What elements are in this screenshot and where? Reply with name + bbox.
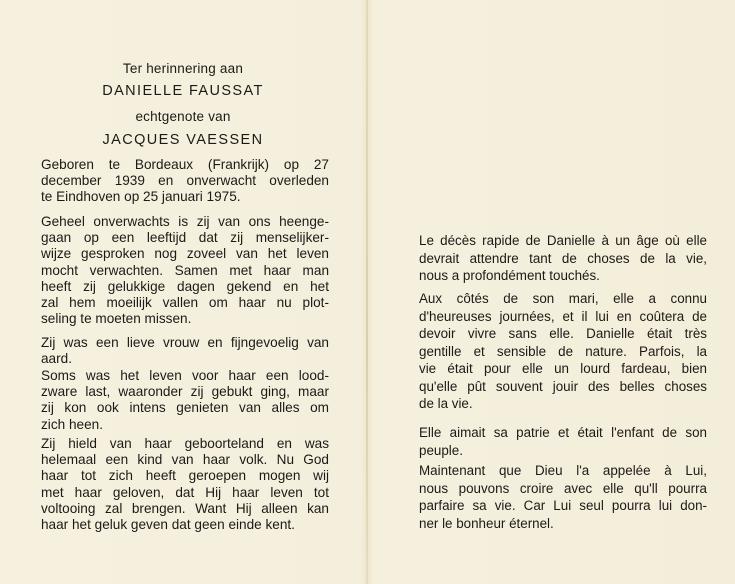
paragraph-faith [41, 436, 329, 533]
paragraph-patrie [419, 424, 707, 459]
text-line: Elle aimait sa patrie et était l'enfant de son [419, 425, 707, 440]
text-line: de la vie. [419, 396, 473, 411]
paragraph-character [41, 335, 329, 367]
left-page-dutch [0, 0, 366, 584]
text-line: Le décès rapide de Danielle à un âge où elle [419, 233, 707, 248]
text-line: Geboren te Bordeaux (Frankrijk) op 27 [41, 157, 329, 172]
text-line: gentille et sensible de nature. Parfois, la [419, 343, 707, 359]
text-line: gaan op een leeftijd dat zij menselijker- [41, 230, 329, 246]
text-line: zij kon ook intens genieten van alles om [41, 400, 329, 416]
text-line: devrait attendre tant de choses de la vie, [419, 250, 707, 266]
text-line: parfaire sa vie. Car Lui seul pourra lui don- [419, 498, 707, 513]
heading: Ter herinnering aan [122, 61, 244, 76]
text-line: Zij was een lieve vrouw en fijngevoelig van [41, 335, 329, 350]
text-line: Maintenant que Dieu l'a appelée à Lui, [419, 463, 707, 478]
text-line: nous a profondément touchés. [419, 268, 600, 283]
paragraph-life [41, 368, 329, 433]
paragraph-deces [419, 232, 707, 285]
text-line: qu'elle pût souvent jouir des belles choses [419, 378, 707, 394]
text-line: devoir vivre sans elle. Danielle était très [419, 326, 707, 341]
paragraph-mari [419, 290, 707, 413]
relation: echtgenote van [135, 109, 231, 124]
text-line: Geheel onverwachts is zij van ons heenge- [41, 214, 329, 229]
text-line: helemaal een kind van haar volk. Nu God [41, 452, 329, 468]
text-line: zware last, waaronder zij gebukt ging, maar [41, 384, 329, 400]
text-line: december 1939 en onverwacht overleden [41, 173, 329, 189]
spouse-name: JACQUES VAESSEN [102, 132, 264, 148]
paragraph-passing [41, 214, 329, 327]
text-line: nous pouvons croire avec elle qu'll pourra [419, 480, 707, 496]
text-line: met haar geloven, dat Hij haar leven tot [41, 484, 329, 500]
text-line: d'heureuses journées, et il lui en coûtera de [419, 308, 707, 324]
text-line: peuple. [419, 442, 463, 458]
paragraph-birth [41, 157, 329, 206]
text-line: ner le bonheur éternel. [419, 515, 554, 531]
text-line: zich heen. [41, 416, 103, 432]
text-line: vie était pour elle un lourd fardeau, bien [419, 361, 707, 376]
text-line: haar het geluk geven dat geen einde kent. [41, 516, 295, 532]
text-line: te Eindhoven op 25 januari 1975. [41, 189, 241, 205]
deceased-name: DANIELLE FAUSSAT [102, 83, 264, 99]
text-line: mocht verwachten. Samen met haar man [41, 262, 329, 278]
right-page-french [368, 0, 735, 584]
text-line: seling te moeten missen. [41, 311, 192, 327]
text-line: voltooing zal brengen. Want Hij alleen kan [41, 500, 329, 516]
text-line: wijze gesproken nog zoveel van het leven [41, 246, 329, 262]
text-line: haar tot zich heeft geroepen mogen wij [41, 468, 329, 484]
text-line: Aux côtés de son mari, elle a connu [419, 291, 707, 306]
text-line: Zij hield van haar geboorteland en was [41, 436, 329, 451]
text-line: Soms was het leven voor haar een lood- [41, 368, 329, 383]
text-line: zal hem moeilijk vallen om haar nu plot- [41, 294, 329, 310]
paragraph-dieu [419, 462, 707, 532]
text-line: heeft zij gelukkige dagen gekend en het [41, 278, 329, 294]
text-line: aard. [41, 351, 72, 367]
